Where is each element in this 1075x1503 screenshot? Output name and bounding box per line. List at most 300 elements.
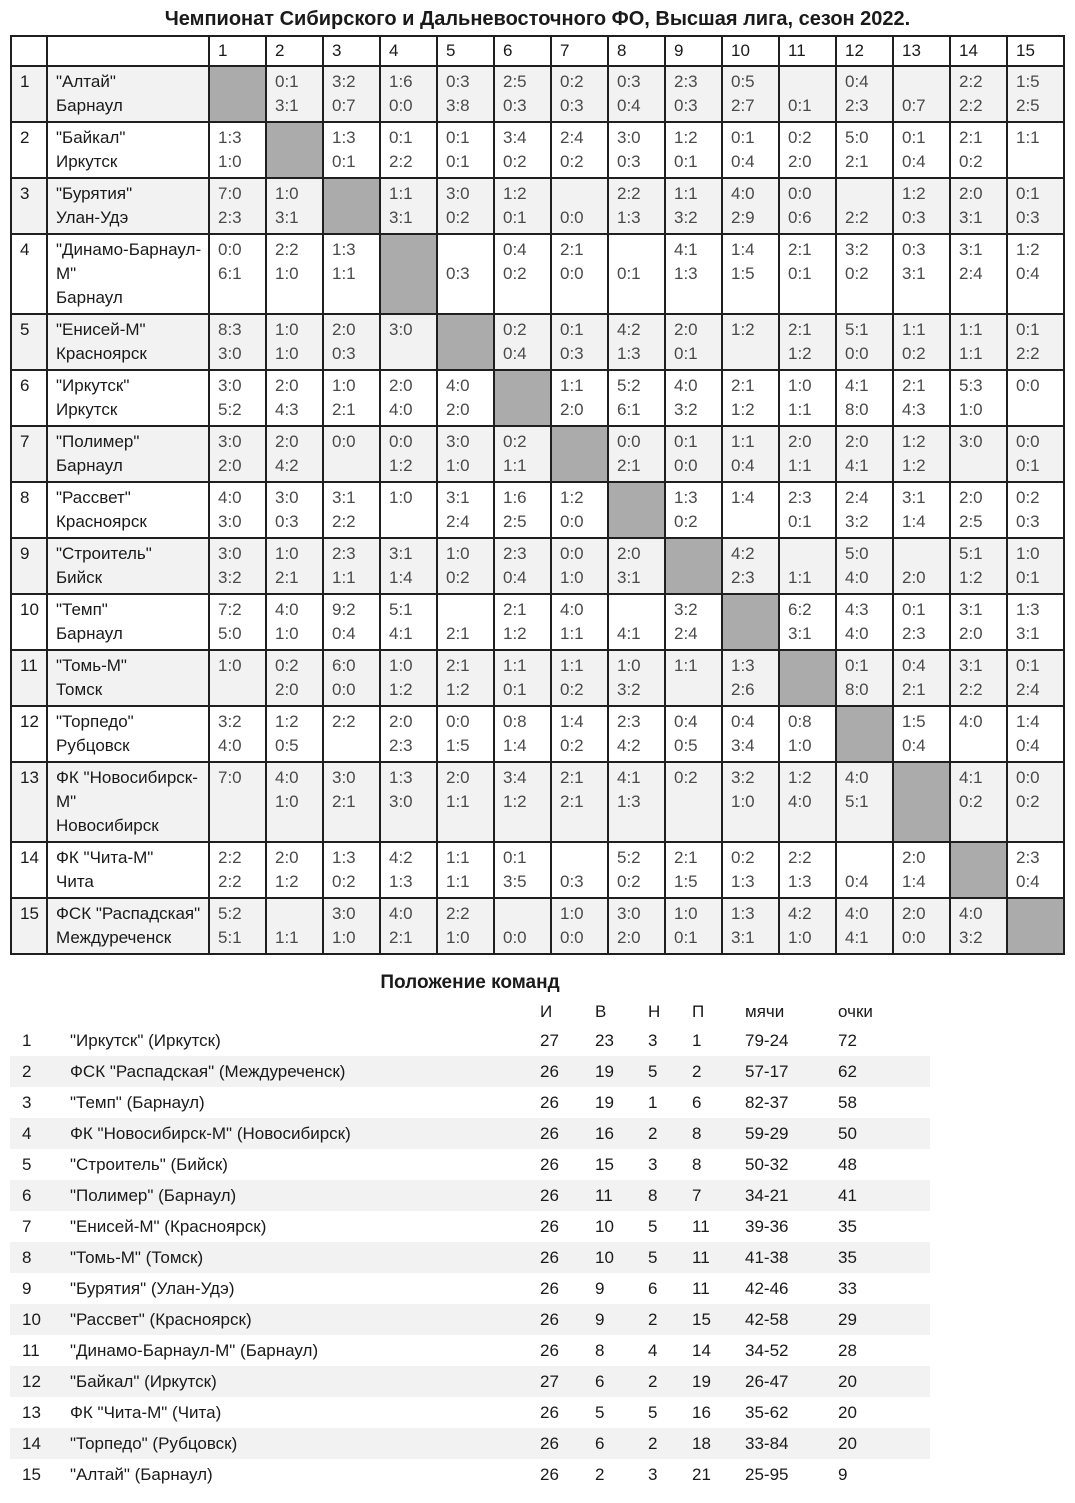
score-first-leg: 1:3 <box>731 904 755 923</box>
team-city: Новосибирск <box>56 816 159 835</box>
standings-games: 26 <box>540 1464 559 1484</box>
score-cell <box>893 482 950 538</box>
score-cell <box>779 538 836 594</box>
score-second-leg: 3:2 <box>674 208 698 227</box>
team-name: "Полимер" <box>56 432 140 451</box>
score-second-leg: 0:4 <box>902 152 926 171</box>
score-second-leg: 0:0 <box>674 456 698 475</box>
score-first-leg: 4:0 <box>218 488 242 507</box>
score-first-leg: 0:1 <box>902 600 926 619</box>
standings-position: 7 <box>22 1216 32 1236</box>
score-second-leg: 0:1 <box>1016 568 1040 587</box>
score-first-leg: 4:0 <box>275 600 299 619</box>
score-second-leg: 0:2 <box>560 736 584 755</box>
standings-draws: 6 <box>648 1278 658 1298</box>
score-second-leg: 8:0 <box>845 680 869 699</box>
score-second-leg: 0:4 <box>902 736 926 755</box>
score-second-leg: 0:4 <box>1016 872 1040 891</box>
score-first-leg: 1:5 <box>1016 72 1040 91</box>
score-second-leg: 2:0 <box>560 400 584 419</box>
score-cell <box>437 426 494 482</box>
score-first-leg: 1:1 <box>674 184 698 203</box>
diagonal-cell <box>551 426 608 482</box>
score-second-leg <box>389 510 436 534</box>
score-first-leg: 3:0 <box>218 432 242 451</box>
score-first-leg: 1:2 <box>902 432 926 451</box>
score-second-leg: 2:1 <box>332 792 356 811</box>
score-second-leg: 0:4 <box>332 624 356 643</box>
score-cell <box>551 762 608 842</box>
standings-team: "Строитель" (Бийск) <box>70 1154 228 1174</box>
corner-cell-team <box>47 36 209 66</box>
cross-col-header: 5 <box>437 36 494 66</box>
score-cell <box>437 762 494 842</box>
score-cell <box>1007 66 1064 122</box>
score-cell <box>722 538 779 594</box>
score-first-leg: 0:1 <box>674 432 698 451</box>
standings-wins: 9 <box>595 1278 605 1298</box>
standings-games: 26 <box>540 1092 559 1112</box>
score-cell <box>323 538 380 594</box>
score-cell <box>608 426 665 482</box>
score-second-leg: 1:3 <box>674 264 698 283</box>
score-cell <box>836 370 893 426</box>
score-cell <box>266 594 323 650</box>
standings-points: 41 <box>838 1185 857 1205</box>
team-city: Барнаул <box>56 96 123 115</box>
team-name: ФСК "Распадская" <box>56 904 201 923</box>
score-first-leg: 3:4 <box>503 768 527 787</box>
diagonal-cell <box>494 370 551 426</box>
score-cell <box>437 650 494 706</box>
score-cell <box>950 314 1007 370</box>
score-second-leg: 5:1 <box>218 928 242 947</box>
score-cell <box>266 898 323 954</box>
cross-col-header: 7 <box>551 36 608 66</box>
score-second-leg: 2:2 <box>332 512 356 531</box>
score-second-leg <box>959 454 1006 478</box>
score-cell <box>1007 538 1064 594</box>
standings-games: 26 <box>540 1433 559 1453</box>
score-second-leg: 0:0 <box>560 208 584 227</box>
score-cell <box>893 538 950 594</box>
standings-row <box>10 1025 930 1056</box>
score-first-leg: 0:0 <box>788 184 812 203</box>
score-cell <box>380 122 437 178</box>
score-first-leg: 0:0 <box>1016 376 1040 395</box>
score-second-leg: 0:2 <box>617 872 641 891</box>
score-second-leg: 0:3 <box>1016 208 1040 227</box>
standings-losses: 15 <box>692 1309 711 1329</box>
score-cell <box>722 898 779 954</box>
score-first-leg: 0:2 <box>503 320 527 339</box>
score-first-leg <box>560 182 607 206</box>
score-second-leg <box>674 678 721 702</box>
score-second-leg: 2:2 <box>389 152 413 171</box>
team-name-cell <box>47 178 209 234</box>
score-cell <box>950 426 1007 482</box>
score-first-leg: 1:2 <box>503 184 527 203</box>
score-cell <box>893 178 950 234</box>
score-second-leg: 2:0 <box>902 568 926 587</box>
standings-team: ФСК "Распадская" (Междуреченск) <box>70 1061 346 1081</box>
score-second-leg: 3:2 <box>674 400 698 419</box>
score-cell <box>323 66 380 122</box>
score-cell <box>1007 594 1064 650</box>
score-second-leg: 3:0 <box>218 344 242 363</box>
score-second-leg: 0:1 <box>674 152 698 171</box>
standings-header-team <box>60 998 540 1025</box>
score-first-leg: 4:0 <box>389 904 413 923</box>
score-second-leg: 3:5 <box>503 872 527 891</box>
score-cell <box>779 426 836 482</box>
standings-wins: 10 <box>595 1247 614 1267</box>
standings-header-row <box>10 998 930 1025</box>
score-first-leg: 0:1 <box>446 128 470 147</box>
score-first-leg: 0:0 <box>446 712 470 731</box>
score-first-leg: 2:4 <box>845 488 869 507</box>
score-cell <box>551 66 608 122</box>
team-name: ФК "Новосибирск-М" <box>56 768 198 811</box>
score-first-leg: 1:0 <box>332 376 356 395</box>
score-cell <box>266 178 323 234</box>
score-second-leg: 3:1 <box>788 624 812 643</box>
score-first-leg: 6:0 <box>332 656 356 675</box>
score-second-leg: 2:0 <box>788 152 812 171</box>
score-second-leg: 1:4 <box>902 872 926 891</box>
score-first-leg <box>902 70 949 94</box>
score-cell <box>551 706 608 762</box>
score-first-leg: 1:2 <box>902 184 926 203</box>
score-first-leg: 5:2 <box>617 848 641 867</box>
standings-section <box>10 968 930 1490</box>
score-cell <box>1007 314 1064 370</box>
standings-goals: 59-29 <box>745 1123 789 1143</box>
score-second-leg: 0:1 <box>674 928 698 947</box>
cross-col-header: 12 <box>836 36 893 66</box>
score-second-leg: 2:1 <box>845 152 869 171</box>
score-first-leg: 2:0 <box>902 904 926 923</box>
team-name: "Темп" <box>56 600 108 619</box>
score-cell <box>209 482 266 538</box>
cross-col-header: 3 <box>323 36 380 66</box>
score-cell <box>209 898 266 954</box>
standings-position: 2 <box>22 1061 32 1081</box>
score-cell <box>551 538 608 594</box>
score-first-leg: 0:2 <box>275 656 299 675</box>
score-first-leg: 1:6 <box>503 488 527 507</box>
score-first-leg: 1:0 <box>788 376 812 395</box>
score-second-leg: 4:2 <box>275 456 299 475</box>
diagonal-cell <box>722 594 779 650</box>
standings-team: "Темп" (Барнаул) <box>70 1092 205 1112</box>
score-second-leg: 1:0 <box>275 792 299 811</box>
team-city: Рубцовск <box>56 736 130 755</box>
score-first-leg: 1:1 <box>902 320 926 339</box>
score-first-leg: 2:0 <box>275 848 299 867</box>
score-first-leg: 0:3 <box>446 72 470 91</box>
score-cell <box>950 706 1007 762</box>
score-first-leg: 0:3 <box>617 72 641 91</box>
score-first-leg: 1:4 <box>731 240 755 259</box>
standings-header-goals: мячи <box>745 1001 785 1021</box>
cross-col-header: 6 <box>494 36 551 66</box>
score-cell <box>722 842 779 898</box>
score-cell <box>494 706 551 762</box>
score-first-leg: 0:2 <box>1016 488 1040 507</box>
score-second-leg: 0:0 <box>560 928 584 947</box>
score-second-leg: 3:1 <box>731 928 755 947</box>
standings-row <box>10 1087 930 1118</box>
score-first-leg: 1:1 <box>560 656 584 675</box>
score-first-leg: 1:3 <box>389 768 413 787</box>
score-cell <box>1007 482 1064 538</box>
team-city: Улан-Удэ <box>56 208 129 227</box>
team-name: "Бурятия" <box>56 184 133 203</box>
score-second-leg: 3:2 <box>959 928 983 947</box>
row-number: 14 <box>11 842 47 898</box>
diagonal-cell <box>893 762 950 842</box>
score-second-leg: 1:3 <box>617 208 641 227</box>
score-first-leg <box>275 902 322 926</box>
score-first-leg: 5:1 <box>389 600 413 619</box>
score-first-leg: 3:0 <box>332 904 356 923</box>
score-cell <box>494 842 551 898</box>
standings-team: "Торпедо" (Рубцовск) <box>70 1433 238 1453</box>
cross-col-header: 9 <box>665 36 722 66</box>
score-second-leg: 0:1 <box>1016 456 1040 475</box>
standings-losses: 18 <box>692 1433 711 1453</box>
score-cell <box>608 538 665 594</box>
standings-goals: 42-58 <box>745 1309 789 1329</box>
team-city: Междуреченск <box>56 928 172 947</box>
score-first-leg: 0:4 <box>503 240 527 259</box>
score-second-leg: 6:1 <box>218 264 242 283</box>
cross-table-row <box>11 482 1064 538</box>
score-cell <box>494 314 551 370</box>
score-second-leg: 1:1 <box>503 456 527 475</box>
team-name: "Торпедо" <box>56 712 134 731</box>
score-cell <box>779 482 836 538</box>
standings-draws: 2 <box>648 1371 658 1391</box>
score-first-leg: 3:1 <box>959 240 983 259</box>
score-cell <box>266 234 323 314</box>
score-first-leg: 4:0 <box>959 904 983 923</box>
diagonal-cell <box>380 234 437 314</box>
row-number: 5 <box>11 314 47 370</box>
score-second-leg: 2:1 <box>389 928 413 947</box>
score-cell <box>779 594 836 650</box>
score-first-leg: 8:3 <box>218 320 242 339</box>
score-second-leg: 1:2 <box>446 680 470 699</box>
score-cell <box>494 538 551 594</box>
score-first-leg: 1:2 <box>788 768 812 787</box>
standings-games: 26 <box>540 1123 559 1143</box>
score-second-leg: 1:2 <box>902 456 926 475</box>
score-cell <box>950 178 1007 234</box>
score-first-leg: 4:1 <box>674 240 698 259</box>
standings-goals: 42-46 <box>745 1278 789 1298</box>
score-first-leg: 4:0 <box>674 376 698 395</box>
score-first-leg: 3:4 <box>503 128 527 147</box>
score-first-leg: 2:1 <box>446 656 470 675</box>
score-cell <box>266 314 323 370</box>
score-cell <box>665 426 722 482</box>
corner-cell-index <box>11 36 47 66</box>
score-cell <box>836 66 893 122</box>
score-cell <box>437 370 494 426</box>
cross-table-row <box>11 66 1064 122</box>
score-cell <box>380 482 437 538</box>
score-second-leg: 2:3 <box>731 568 755 587</box>
score-cell <box>323 482 380 538</box>
score-cell <box>722 426 779 482</box>
score-second-leg: 5:0 <box>218 624 242 643</box>
score-cell <box>608 122 665 178</box>
score-second-leg: 3:1 <box>617 568 641 587</box>
score-first-leg: 2:1 <box>959 128 983 147</box>
score-first-leg: 1:4 <box>731 488 755 507</box>
score-second-leg: 0:1 <box>446 152 470 171</box>
team-city: Бийск <box>56 568 103 587</box>
score-cell <box>893 898 950 954</box>
score-cell <box>437 842 494 898</box>
score-second-leg: 1:3 <box>617 344 641 363</box>
score-second-leg <box>389 342 436 366</box>
score-first-leg: 3:2 <box>674 600 698 619</box>
score-cell <box>893 66 950 122</box>
score-second-leg <box>731 342 778 366</box>
score-first-leg: 2:3 <box>1016 848 1040 867</box>
standings-wins: 15 <box>595 1154 614 1174</box>
score-cell <box>836 594 893 650</box>
score-cell <box>323 842 380 898</box>
score-cell <box>608 314 665 370</box>
score-cell <box>665 842 722 898</box>
score-first-leg: 4:2 <box>617 320 641 339</box>
standings-games: 26 <box>540 1309 559 1329</box>
score-first-leg: 5:0 <box>845 128 869 147</box>
standings-wins: 16 <box>595 1123 614 1143</box>
score-second-leg: 0:6 <box>788 208 812 227</box>
score-cell <box>1007 842 1064 898</box>
standings-wins: 6 <box>595 1433 605 1453</box>
standings-team: "Рассвет" (Красноярск) <box>70 1309 252 1329</box>
score-second-leg: 8:0 <box>845 400 869 419</box>
score-first-leg: 1:0 <box>560 904 584 923</box>
standings-losses: 19 <box>692 1371 711 1391</box>
score-second-leg: 2:0 <box>275 680 299 699</box>
standings-row <box>10 1273 930 1304</box>
score-second-leg: 0:0 <box>503 928 527 947</box>
score-first-leg: 0:4 <box>902 656 926 675</box>
score-first-leg: 1:1 <box>560 376 584 395</box>
score-first-leg: 0:5 <box>731 72 755 91</box>
score-first-leg: 0:1 <box>389 128 413 147</box>
standings-wins: 19 <box>595 1092 614 1112</box>
score-cell <box>722 706 779 762</box>
score-cell <box>950 594 1007 650</box>
score-second-leg: 1:0 <box>959 400 983 419</box>
score-cell <box>608 234 665 314</box>
score-first-leg: 0:1 <box>731 128 755 147</box>
standings-points: 35 <box>838 1216 857 1236</box>
score-first-leg: 4:0 <box>845 768 869 787</box>
score-first-leg: 4:2 <box>788 904 812 923</box>
cross-table-row <box>11 650 1064 706</box>
standings-title: Положение команд <box>380 972 560 993</box>
score-cell <box>323 898 380 954</box>
team-name-cell <box>47 122 209 178</box>
score-first-leg: 0:1 <box>503 848 527 867</box>
score-second-leg: 0:7 <box>902 96 926 115</box>
standings-team: "Полимер" (Барнаул) <box>70 1185 237 1205</box>
team-name-cell <box>47 426 209 482</box>
cross-table-header-row <box>11 36 1064 66</box>
score-second-leg: 0:1 <box>332 152 356 171</box>
score-first-leg <box>503 902 550 926</box>
score-second-leg: 0:1 <box>503 680 527 699</box>
team-city: Красноярск <box>56 344 147 363</box>
standings-team: ФК "Новосибирск-М" (Новосибирск) <box>70 1123 351 1143</box>
score-second-leg: 1:2 <box>788 344 812 363</box>
score-first-leg <box>560 846 607 870</box>
score-first-leg: 7:2 <box>218 600 242 619</box>
team-name: "Строитель" <box>56 544 152 563</box>
score-cell <box>209 594 266 650</box>
standings-points: 62 <box>838 1061 857 1081</box>
cross-col-header: 11 <box>779 36 836 66</box>
cross-table-row <box>11 370 1064 426</box>
score-cell <box>893 594 950 650</box>
standings-wins: 11 <box>595 1185 613 1205</box>
score-cell <box>437 898 494 954</box>
standings-header-wins: В <box>595 1001 607 1021</box>
score-second-leg: 1:2 <box>389 680 413 699</box>
standings-wins: 8 <box>595 1340 605 1360</box>
team-name: ФК "Чита-М" <box>56 848 154 867</box>
score-second-leg: 3:0 <box>389 792 413 811</box>
standings-games: 27 <box>540 1030 559 1050</box>
score-cell <box>893 314 950 370</box>
standings-team: ФК "Чита-М" (Чита) <box>70 1402 222 1422</box>
score-first-leg: 1:1 <box>674 656 698 675</box>
score-second-leg: 0:2 <box>446 568 470 587</box>
score-cell <box>494 426 551 482</box>
score-second-leg: 4:1 <box>389 624 413 643</box>
score-first-leg <box>446 238 493 262</box>
standings-goals: 57-17 <box>745 1061 789 1081</box>
standings-points: 28 <box>838 1340 857 1360</box>
score-cell <box>380 370 437 426</box>
standings-points: 29 <box>838 1309 857 1329</box>
score-second-leg: 0:2 <box>503 152 527 171</box>
score-second-leg: 0:5 <box>674 736 698 755</box>
score-first-leg: 3:0 <box>218 544 242 563</box>
score-cell <box>209 706 266 762</box>
diagonal-cell <box>836 706 893 762</box>
score-second-leg: 4:3 <box>275 400 299 419</box>
score-second-leg: 2:4 <box>446 512 470 531</box>
score-cell <box>209 178 266 234</box>
score-cell <box>437 482 494 538</box>
score-cell <box>494 650 551 706</box>
score-cell <box>665 370 722 426</box>
score-second-leg: 0:0 <box>389 96 413 115</box>
score-first-leg: 1:3 <box>332 128 356 147</box>
score-second-leg: 1:2 <box>275 872 299 891</box>
score-second-leg: 0:2 <box>959 792 983 811</box>
